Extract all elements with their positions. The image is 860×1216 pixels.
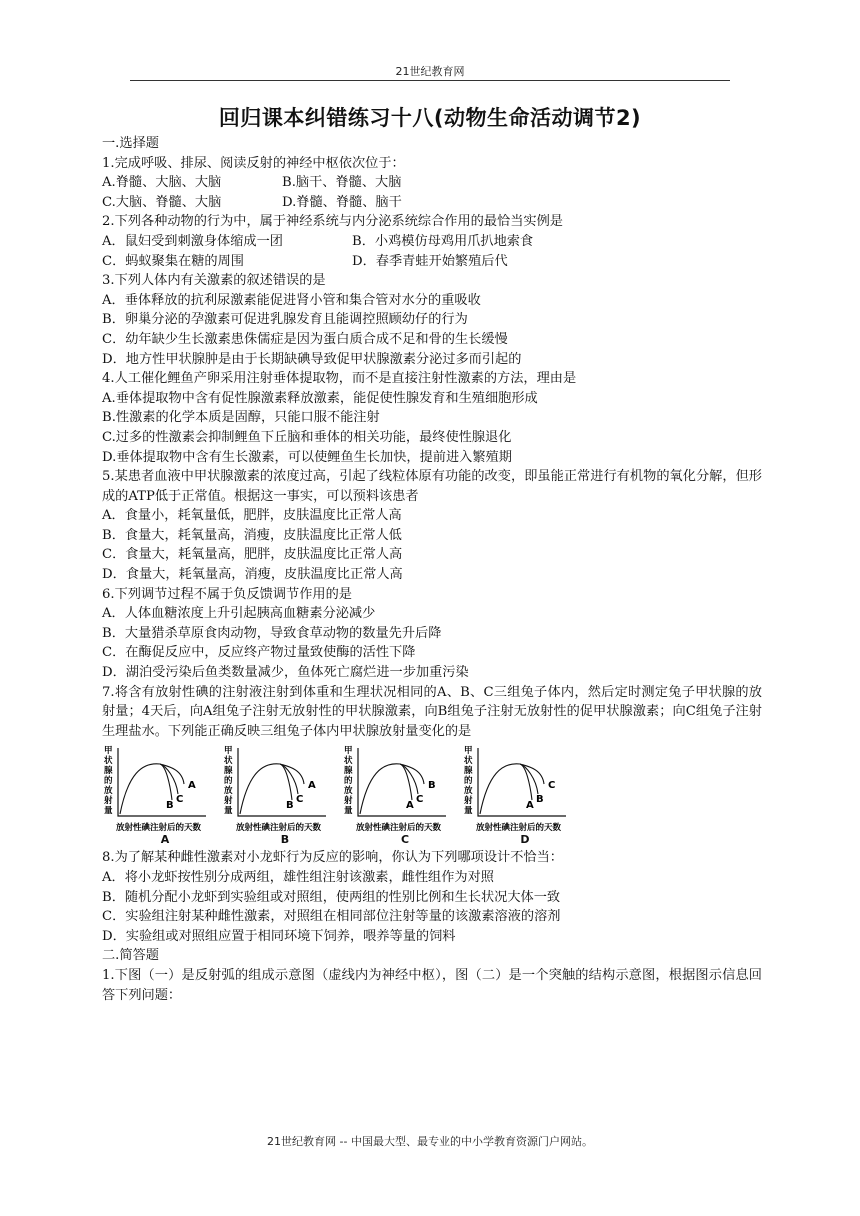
- q8-option-c: C．实验组注射某种雌性激素，对照组在相同部位注射等量的该激素溶液的溶剂: [102, 909, 561, 925]
- y-axis-label-char: 射: [464, 796, 473, 807]
- q1-option-d: D.脊髓、脊髓、脑干: [282, 194, 402, 210]
- y-axis-label-char: 的: [104, 776, 113, 787]
- q2-option-a: A．鼠妇受到刺激身体缩成一团: [102, 233, 283, 249]
- curve-label: A: [308, 780, 316, 792]
- rising-curve: [120, 764, 160, 814]
- y-axis-label-char: 射: [224, 796, 233, 807]
- graph-option-letter: A: [160, 833, 170, 847]
- q6-option-a: A．人体血糖浓度上升引起胰高血糖素分泌减少: [102, 606, 376, 622]
- q8-option-a: A．将小龙虾按性别分成两组，雄性组注射该激素，雌性组作为对照: [102, 870, 494, 885]
- y-axis-label-char: 甲: [344, 746, 353, 757]
- page-footer: 21世纪教育网 -- 中国最大型、最专业的中小学教育资源门户网站。: [267, 1135, 593, 1148]
- q7-graph-option-a: [102, 744, 208, 848]
- curve-label: A: [188, 780, 196, 792]
- radioactivity-graph: [102, 744, 208, 834]
- graph-option-letter: C: [400, 833, 410, 847]
- q2-option-c: C．蚂蚁聚集在糖的周围: [102, 253, 244, 269]
- y-axis-label-char: 放: [464, 786, 473, 797]
- curve-label: B: [166, 800, 174, 812]
- radioactivity-graph: [342, 744, 448, 834]
- y-axis-label-char: 量: [104, 806, 113, 817]
- y-axis-label-char: 射: [104, 796, 113, 807]
- curve-label: A: [406, 800, 414, 812]
- s1-stem: 1.下图（一）是反射弧的组成示意图（虚线内为神经中枢），图（二）是一个突触的结构示意图，根据图示信息回答下列问题：: [102, 967, 762, 1003]
- curve-branch-b: [520, 764, 538, 794]
- q3-option-d: D．地方性甲状腺肿是由于长期缺碘导致促甲状腺激素分泌过多而引起的: [102, 351, 522, 367]
- document-body: [102, 134, 762, 1005]
- q5-option-c: C．食量大，耗氧量高，肥胖，皮肤温度比正常人高: [102, 547, 403, 563]
- y-axis-label-char: 的: [344, 776, 353, 787]
- page-header: 21世纪教育网: [395, 65, 465, 78]
- curve-branch-c: [400, 764, 418, 794]
- y-axis-label-char: 腺: [224, 766, 233, 777]
- curve-branch-c: [160, 764, 178, 794]
- header-divider: [130, 80, 730, 81]
- q2-stem: 2.下列各种动物的行为中，属于神经系统与内分泌系统综合作用的最恰当实例是: [102, 214, 563, 230]
- y-axis-label-char: 放: [104, 786, 113, 797]
- q3-stem: 3.下列人体内有关激素的叙述错误的是: [102, 273, 326, 289]
- q1-option-c: C.大脑、脊髓、大脑: [102, 194, 222, 210]
- y-axis-label-char: 放: [344, 786, 353, 797]
- y-axis-label-char: 量: [224, 806, 233, 817]
- q6-option-c: C．在酶促反应中，反应终产物过量致使酶的活性下降: [102, 645, 416, 661]
- q2-options-row-2: [102, 252, 762, 272]
- curve-branch-b: [160, 764, 172, 800]
- x-axis-label: 放射性碘注射后的天数: [116, 823, 202, 834]
- y-axis-label-char: 的: [224, 776, 233, 787]
- q5-option-d: D．食量大，耗氧量高，消瘦，皮肤温度比正常人高: [102, 567, 403, 583]
- q4-option-c: C.过多的性激素会抑制鲤鱼下丘脑和垂体的相关功能，最终使性腺退化: [102, 429, 512, 445]
- section-heading-short-answer: 二.简答题: [102, 948, 159, 964]
- y-axis-label-char: 甲: [224, 746, 233, 757]
- y-axis-label-char: 腺: [104, 766, 113, 777]
- q7-stem: 7.将含有放射性碘的注射液注射到体重和生理状况相同的A、B、C三组兔子体内，然后定时测定兔子甲状腺的放射量；4天后，向A组兔子注射无放射性的甲状腺激素，向B组兔子注射无放射性的促甲状腺激素；向C组兔子注射生理盐水。下列能正确反映三组兔子体内甲状腺放射量变化的是: [102, 684, 762, 739]
- curve-branch-c: [280, 764, 298, 794]
- x-axis-label: 放射性碘注射后的天数: [356, 823, 442, 834]
- y-axis-label-char: 甲: [464, 746, 473, 757]
- q2-option-d: D．春季青蛙开始繁殖后代: [352, 253, 508, 269]
- y-axis-label-char: 的: [464, 776, 473, 787]
- graph-option-letter: D: [520, 833, 530, 847]
- q1-options-row-1: [102, 173, 762, 193]
- y-axis-label-char: 量: [344, 806, 353, 817]
- q5-stem: 5.某患者血液中甲状腺激素的浓度过高，引起了线粒体原有功能的改变，即虽能正常进行有机物的氧化分解，但形成的ATP低于正常值。根据这一事实，可以预料该患者: [102, 469, 762, 504]
- rising-curve: [360, 764, 400, 814]
- q4-option-a: A.垂体提取物中含有促性腺激素释放激素，能促使性腺发育和生殖细胞形成: [102, 390, 538, 406]
- curve-branch-b: [280, 764, 292, 800]
- y-axis-label-char: 放: [224, 786, 233, 797]
- rising-curve: [240, 764, 280, 814]
- q1-stem: 1.完成呼吸、排尿、阅读反射的神经中枢依次位于：: [102, 155, 405, 171]
- curve-label: C: [296, 794, 304, 806]
- y-axis-label-char: 状: [344, 756, 353, 767]
- q5-option-a: A．食量小，耗氧量低，肥胖，皮肤温度比正常人高: [102, 508, 402, 524]
- curve-branch-a: [400, 764, 412, 800]
- y-axis-label-char: 腺: [464, 766, 473, 777]
- radioactivity-graph: [462, 744, 568, 834]
- y-axis-label-char: 量: [464, 806, 473, 817]
- curve-label: B: [286, 800, 294, 812]
- curve-branch-a: [520, 764, 532, 800]
- q7-graph-option-d: [462, 744, 568, 848]
- curve-label: C: [176, 794, 184, 806]
- x-axis-label: 放射性碘注射后的天数: [236, 823, 322, 834]
- q7-graph-option-c: [342, 744, 448, 848]
- radioactivity-graph: [222, 744, 328, 834]
- curve-label: A: [526, 800, 534, 812]
- y-axis-label-char: 甲: [104, 746, 113, 757]
- section-heading-choice: 一.选择题: [102, 136, 159, 151]
- rising-curve: [480, 764, 520, 814]
- q6-option-b: B．大量猎杀草原食肉动物，导致食草动物的数量先升后降: [102, 625, 442, 641]
- q2-options-row-1: [102, 232, 762, 252]
- q7-graph-options: [102, 744, 762, 848]
- q8-stem: 8.为了解某种雌性激素对小龙虾行为反应的影响，你认为下列哪项设计不恰当：: [102, 850, 563, 866]
- q8-option-d: D．实验组或对照组应置于相同环境下饲养，喂养等量的饲料: [102, 928, 456, 944]
- q7-graph-option-b: [222, 744, 328, 848]
- y-axis-label-char: 状: [104, 756, 113, 767]
- y-axis-label-char: 状: [464, 756, 473, 767]
- curve-label: B: [536, 794, 544, 806]
- y-axis-label-char: 射: [344, 796, 353, 807]
- y-axis-label-char: 腺: [344, 766, 353, 777]
- page-title: 回归课本纠错练习十八(动物生命活动调节2): [218, 106, 642, 130]
- q3-option-a: A．垂体释放的抗利尿激素能促进肾小管和集合管对水分的重吸收: [102, 292, 481, 308]
- q4-stem: 4.人工催化鲤鱼产卵采用注射垂体提取物，而不是直接注射性激素的方法，理由是: [102, 371, 577, 387]
- q1-options-row-2: [102, 193, 762, 213]
- graph-option-letter: B: [280, 833, 290, 847]
- q8-option-b: B．随机分配小龙虾到实验组或对照组，使两组的性别比例和生长状况大体一致: [102, 889, 561, 905]
- q6-option-d: D．湖泊受污染后鱼类数量减少，鱼体死亡腐烂进一步加重污染: [102, 665, 469, 681]
- q3-option-b: B．卵巢分泌的孕激素可促进乳腺发育且能调控照顾幼仔的行为: [102, 312, 468, 328]
- curve-label: C: [416, 794, 424, 806]
- q2-option-b: B．小鸡模仿母鸡用爪扒地索食: [352, 233, 534, 249]
- q4-option-d: D.垂体提取物中含有生长激素，可以使鲤鱼生长加快，提前进入繁殖期: [102, 449, 512, 465]
- curve-label: C: [548, 780, 556, 792]
- q4-option-b: B.性激素的化学本质是固醇，只能口服不能注射: [102, 410, 380, 426]
- x-axis-label: 放射性碘注射后的天数: [476, 823, 562, 834]
- q1-option-a: A.脊髓、大脑、大脑: [102, 175, 222, 191]
- q3-option-c: C．幼年缺少生长激素患侏儒症是因为蛋白质合成不足和骨的生长缓慢: [102, 331, 508, 347]
- y-axis-label-char: 状: [224, 756, 233, 767]
- q5-option-b: B．食量大，耗氧量高，消瘦，皮肤温度比正常人低: [102, 527, 402, 543]
- q6-stem: 6.下列调节过程不属于负反馈调节作用的是: [102, 586, 352, 602]
- q1-option-b: B.脑干、脊髓、大脑: [282, 175, 402, 191]
- curve-label: B: [428, 780, 436, 792]
